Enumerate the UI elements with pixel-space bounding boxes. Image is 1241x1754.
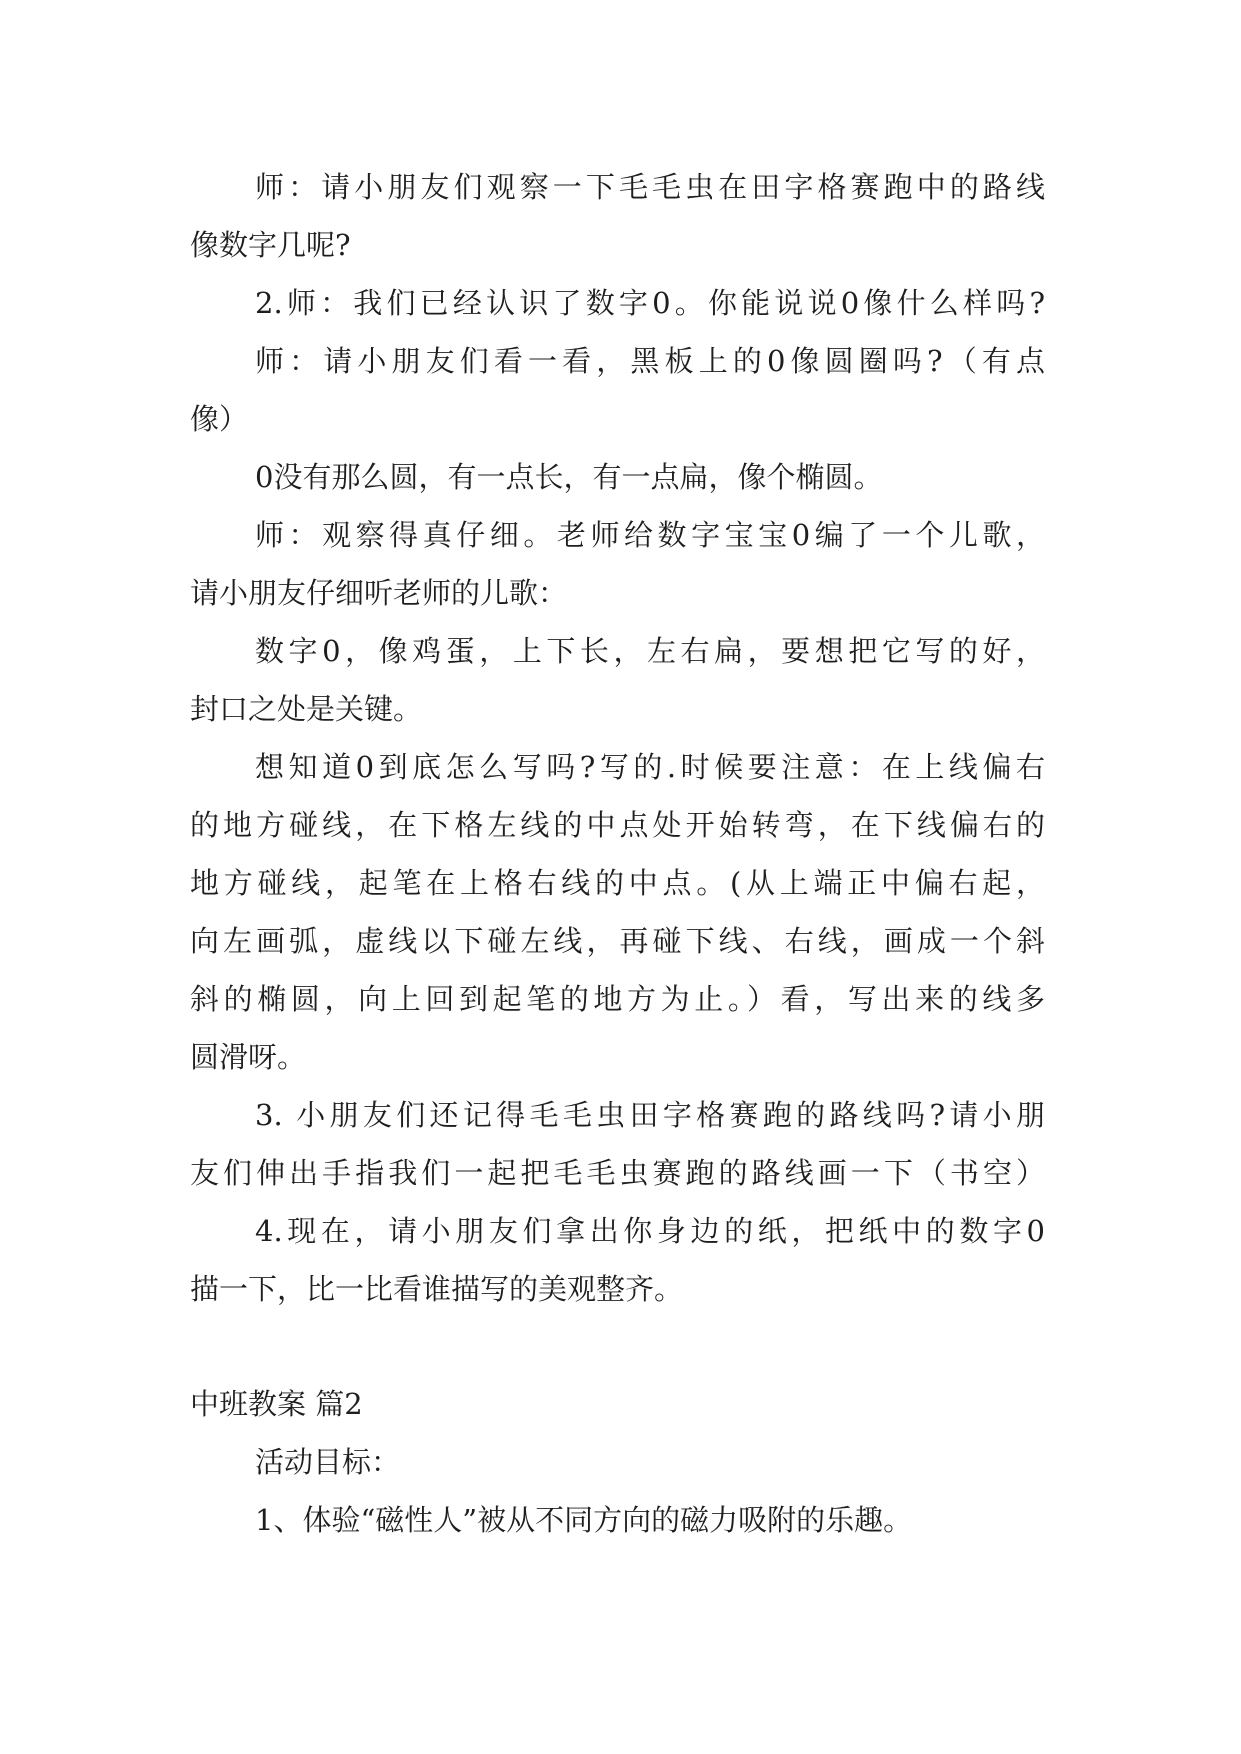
paragraph (190, 1491, 1045, 1549)
paragraph (190, 738, 1045, 1086)
paragraph (190, 622, 1045, 738)
document-body (190, 158, 1045, 1549)
paragraph-line: 0没有那么圆，有一点长，有一点扁，像个椭圆。 (255, 460, 883, 494)
paragraph-line: 圆滑呀。 (190, 1040, 307, 1074)
paragraph-line: 活动目标： (255, 1445, 401, 1479)
paragraph-line: 请小朋友仔细听老师的儿歌： (190, 576, 568, 610)
paragraph (190, 1202, 1045, 1318)
paragraph-line: 向左画弧，虚线以下碰左线，再碰下线、右线，画成一个斜 (190, 924, 1045, 958)
paragraph-line: 4.现在，请小朋友们拿出你身边的纸，把纸中的数字0 (255, 1214, 1045, 1248)
paragraph-line: 想知道0到底怎么写吗?写的.时候要注意：在上线偏右 (255, 750, 1045, 784)
paragraph-line: 师：请小朋友们观察一下毛毛虫在田字格赛跑中的路线 (255, 170, 1045, 204)
paragraph-line: 1、体验“磁性人”被从不同方向的磁力吸附的乐趣。 (255, 1503, 913, 1537)
paragraph (190, 506, 1045, 622)
paragraph-line: 3. 小朋友们还记得毛毛虫田字格赛跑的路线吗?请小朋 (255, 1098, 1045, 1132)
paragraph-line: 友们伸出手指我们一起把毛毛虫赛跑的路线画一下（书空） (190, 1156, 1045, 1190)
paragraph-line: 描一下，比一比看谁描写的美观整齐。 (190, 1272, 684, 1306)
paragraph-line: 2.师：我们已经认识了数字0。你能说说0像什么样吗? (255, 286, 1045, 320)
paragraph (190, 1433, 1045, 1491)
paragraph-line: 师：请小朋友们看一看，黑板上的0像圆圈吗?（有点 (255, 344, 1045, 378)
paragraph-line: 封口之处是关键。 (190, 692, 423, 726)
paragraph-line: 地方碰线，起笔在上格右线的中点。(从上端正中偏右起， (190, 866, 1045, 900)
paragraph (190, 274, 1045, 332)
paragraph-line: 的地方碰线，在下格左线的中点处开始转弯，在下线偏右的 (190, 808, 1045, 842)
paragraph (190, 158, 1045, 274)
paragraph-line: 像数字几呢? (190, 228, 351, 262)
paragraph (190, 332, 1045, 448)
section-heading: 中班教案 篇2 (190, 1387, 363, 1421)
paragraph-line: 数字0，像鸡蛋，上下长，左右扁，要想把它写的好， (255, 634, 1045, 668)
paragraph-line: 像） (190, 402, 249, 436)
paragraph-line: 师：观察得真仔细。老师给数字宝宝0编了一个儿歌， (255, 518, 1045, 552)
paragraph-line: 斜的椭圆，向上回到起笔的地方为止。）看，写出来的线多 (190, 982, 1045, 1016)
paragraph (190, 1086, 1045, 1202)
paragraph (190, 448, 1045, 506)
